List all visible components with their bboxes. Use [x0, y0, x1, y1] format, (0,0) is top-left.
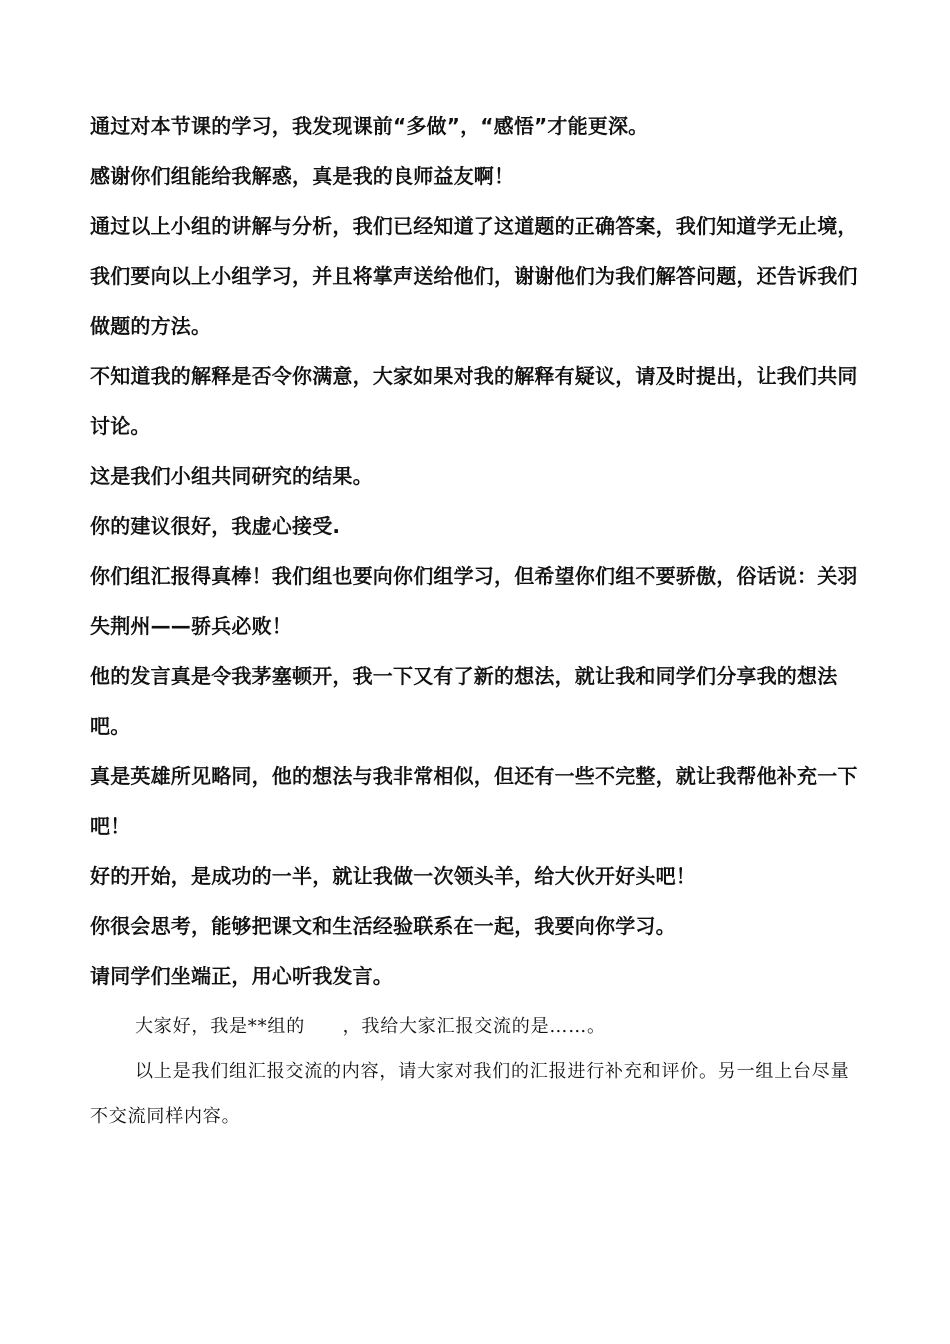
bold-paragraph-8: 他的发言真是令我茅塞顿开，我一下又有了新的想法，就让我和同学们分享我的想法吧。 [90, 664, 838, 738]
serif-paragraph-1: 大家好，我是**组的 ，我给大家汇报交流的是……。 [135, 1016, 606, 1037]
bold-paragraph-9: 真是英雄所见略同，他的想法与我非常相似，但还有一些不完整，就让我帮他补充一下吧！ [90, 764, 858, 838]
indented-paragraphs [90, 1004, 860, 1139]
document-body [90, 101, 860, 1139]
bold-paragraph-4: 不知道我的解释是否令你满意，大家如果对我的解释有疑议，请及时提出，让我们共同讨论。 [90, 364, 858, 438]
bold-paragraph-7: 你们组汇报得真棒！我们组也要向你们组学习，但希望你们组不要骄傲，俗话说：关羽失荆州——骄兵必败！ [90, 564, 858, 638]
bold-paragraph-10: 好的开始，是成功的一半，就让我做一次领头羊，给大伙开好头吧！ [90, 864, 696, 888]
bold-paragraph-5: 这是我们小组共同研究的结果。 [90, 464, 373, 488]
bold-paragraph-2: 感谢你们组能给我解惑，真是我的良师益友啊！ [90, 164, 515, 188]
bold-paragraph-12: 请同学们坐端正，用心听我发言。 [90, 964, 393, 988]
bold-paragraph-6: 你的建议很好，我虚心接受. [90, 514, 341, 538]
serif-paragraph-2: 以上是我们组汇报交流的内容，请大家对我们的汇报进行补充和评价。另一组上台尽量不交流同样内容。 [90, 1061, 850, 1127]
bold-paragraph-3: 通过以上小组的讲解与分析，我们已经知道了这道题的正确答案，我们知道学无止境，我们要向以上小组学习，并且将掌声送给他们，谢谢他们为我们解答问题，还告诉我们做题的方法。 [90, 214, 858, 338]
bold-paragraph-1: 通过对本节课的学习，我发现课前“多做”，“感悟”才能更深。 [90, 114, 649, 138]
bold-paragraph-11: 你很会思考，能够把课文和生活经验联系在一起，我要向你学习。 [90, 914, 676, 938]
